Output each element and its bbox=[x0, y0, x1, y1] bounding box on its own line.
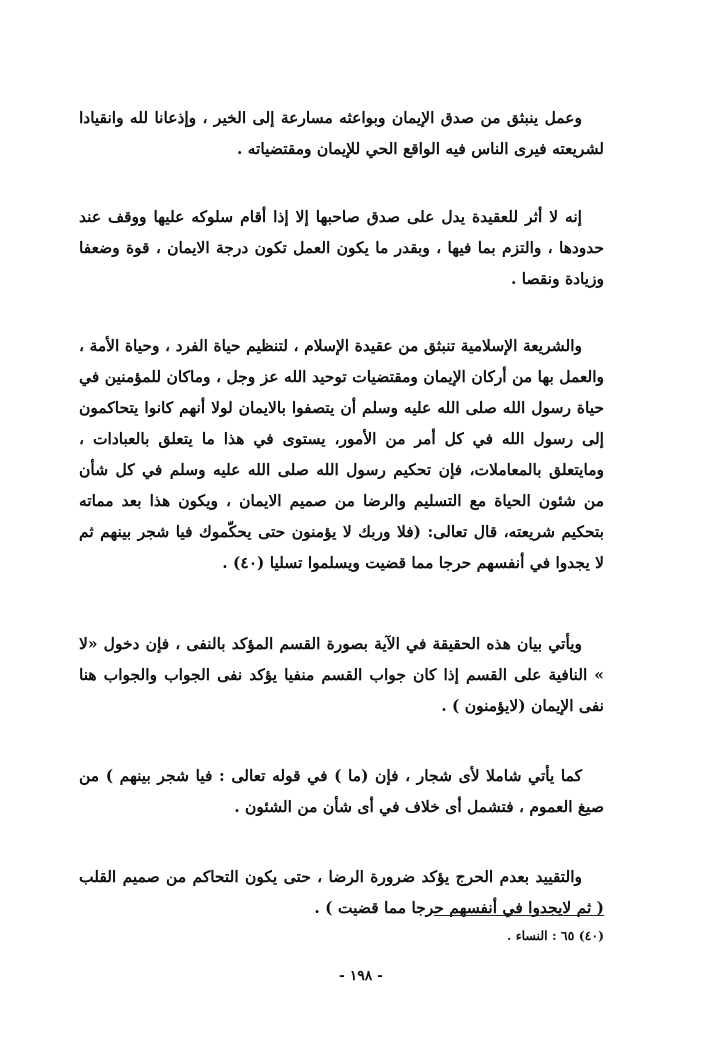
paragraph-2: إنه لا أثر للعقيدة يدل على صدق صاحبها إلا إذا أقام سلوكه عليها ووقف عند حدودها ، والتزم بما فيها ، وبقدر ما يكون العمل تكون درجة الايمان ، قوة وضعفا وزيادة ونقصا . bbox=[79, 206, 604, 288]
paragraph-3: والشريعة الإسلامية تنبثق من عقيدة الإسلام ، لتنظيم حياة الفرد ، وحياة الأمة ، والعمل بها من أركان الإيمان ومقتضيات توحيد الله عز وجل ، وماكان للمؤمنين في حياة رسول الله صلى الله عليه وسلم أن يتصفوا بالايمان لولا أنهم كانوا يتحاكمون إلى رسول الله في كل أمر من الأمور، يستوى في هذا ما يتعلق بالعبادات ، ومايتعلق بالمعاملات، فإن تحكيم رسول الله صلى الله عليه وسلم في كل شأن من شئون الحياة مع التسليم والرضا من صميم الايمان ، ويكون هذا بعد مماته بتحكيم شريعته، قال تعالى: (فلا وربك لا يؤمنون حتى يحكّموك فيا شجر بينهم ثم لا يجدوا في أنفسهم حرجا مما قضيت ويسلموا تسليا (٤٠) . bbox=[79, 335, 604, 572]
paragraph-6: والتقييد بعدم الحرج يؤكد ضرورة الرضا ، حتى يكون التحاكم من صميم القلب ( ثم لايجدوا في أنفسهم حرجا مما قضيت ) . bbox=[79, 866, 604, 917]
footnote: (٤٠) ٦٥ : النساء . bbox=[507, 928, 604, 943]
paragraph-1: وعمل ينبثق من صدق الإيمان وبواعثه مسارعة إلى الخير ، وإذعانا لله وانقيادا لشريعته فيرى الناس فيه الواقع الحي للإيمان ومقتضياته . bbox=[79, 107, 604, 158]
page-number: - ١٩٨ - bbox=[339, 968, 383, 984]
footnote-divider bbox=[434, 915, 604, 916]
paragraph-5: كما يأتي شاملا لأى شجار ، فإن (ما ) في قوله تعالى : فيا شجر بينهم ) من صيغ العموم ، فتشمل أى خلاف في أى شأن من الشئون . bbox=[79, 765, 604, 816]
paragraph-4: ويأتي بيان هذه الحقيقة في الآية بصورة القسم المؤكد بالنفى ، فإن دخول «لا » النافية على القسم إذا كان جواب القسم منفيا يؤكد نفى الجواب والجواب هنا نفى الإيمان (لايؤمنون ) . bbox=[79, 633, 604, 715]
